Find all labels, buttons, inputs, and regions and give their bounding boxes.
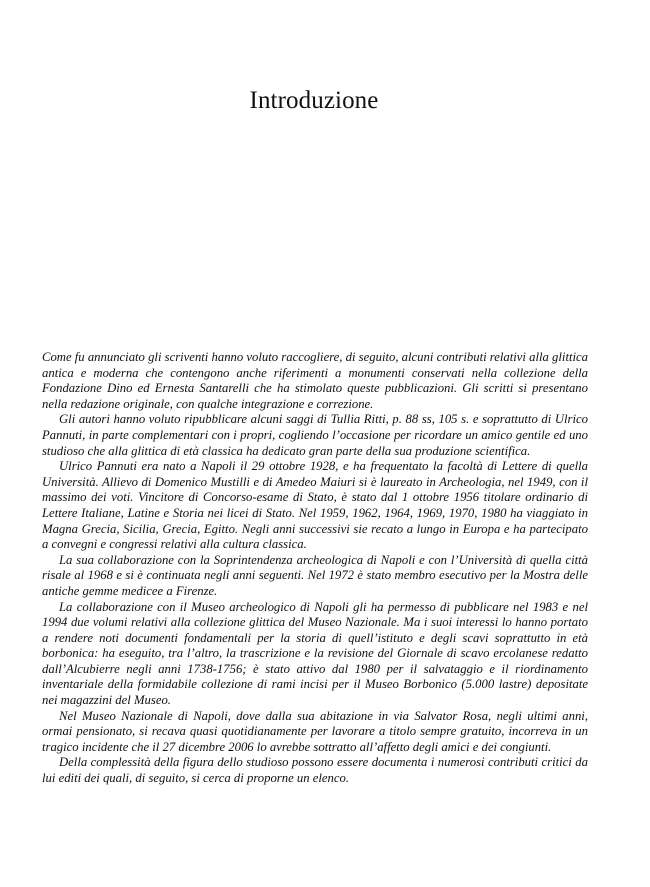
paragraph-5: La collaborazione con il Museo archeologico di Napoli gli ha permesso di pubblicare nel 1983 e nel 1994 due volumi relativi alla collezione glittica del Museo Nazionale. Ma i suoi interessi lo hanno portato a rendere noti documenti fondamentali per la storia di quell’istituto e degli scavi soprattutto in età borbonica: ha eseguito, tra l’altro, la trascrizione e la revisione del Giornale di scavo ercolanese redatto dall’Alcubierre negli anni 1738-1756; è stato attivo dal 1980 per il salvataggio e il riordinamento inventariale della formidabile collezione di rami incisi per il Museo Borbonico (5.000 lastre) depositate nei magazzini del Museo. [42,599,588,708]
paragraph-6: Nel Museo Nazionale di Napoli, dove dalla sua abitazione in via Salvator Rosa, negli ultimi anni, ormai pensionato, si recava quasi quotidianamente per lavorare a titolo sempre gratuito, incorreva in un tragico incidente che il 27 dicembre 2006 lo avrebbe sottratto all’affetto degli amici e dei congiunti. [42,708,588,754]
paragraph-3: Ulrico Pannuti era nato a Napoli il 29 ottobre 1928, e ha frequentato la facoltà di Lettere di quella Università. Allievo di Domenico Mustilli e di Amedeo Maiuri si è laureato in Archeologia, nel 1949, con il massimo dei voti. Vincitore di Concorso-esame di Stato, è stato dal 1 ottobre 1956 titolare ordinario di Lettere Italiane, Latine e Storia nei licei di Stato. Nel 1959, 1962, 1964, 1969, 1970, 1980 ha viaggiato in Magna Grecia, Sicilia, Grecia, Egitto. Negli anni successivi sie recato a lungo in Europa e ha partecipato a convegni e congressi relativi alla cultura classica. [42,459,588,552]
paragraph-2: Gli autori hanno voluto ripubblicare alcuni saggi di Tullia Ritti, p. 88 ss, 105 s. e soprattutto di Ulrico Pannuti, in parte complementari con i propri, cogliendo l’occasione per ricordare un amico gentile ed uno studioso che alla glittica di età classica ha dedicato gran parte della sua produzione scientifica. [42,412,588,458]
paragraph-1: Come fu annunciato gli scriventi hanno voluto raccogliere, di seguito, alcuni contributi relativi alla glittica antica e moderna che contengono anche riferimenti a monumenti conservati nella collezione della Fondazione Dino ed Ernesta Santarelli che ha stimolato queste pubblicazioni. Gli scritti si presentano nella redazione originale, con qualche integrazione e correzione. [42,350,588,411]
paragraph-7: Della complessità della figura dello studioso possono essere documenta i numerosi contributi critici da lui editi dei quali, di seguito, si cerca di proporne un elenco. [42,755,588,786]
paragraph-4: La sua collaborazione con la Soprintendenza archeologica di Napoli e con l’Università di quella città risale al 1968 e si è continuata negli anni seguenti. Nel 1972 è stato membro esecutivo per la Mostra delle antiche gemme medicee a Firenze. [42,552,588,598]
page-title: Introduzione [249,87,379,114]
body-text [42,350,588,787]
